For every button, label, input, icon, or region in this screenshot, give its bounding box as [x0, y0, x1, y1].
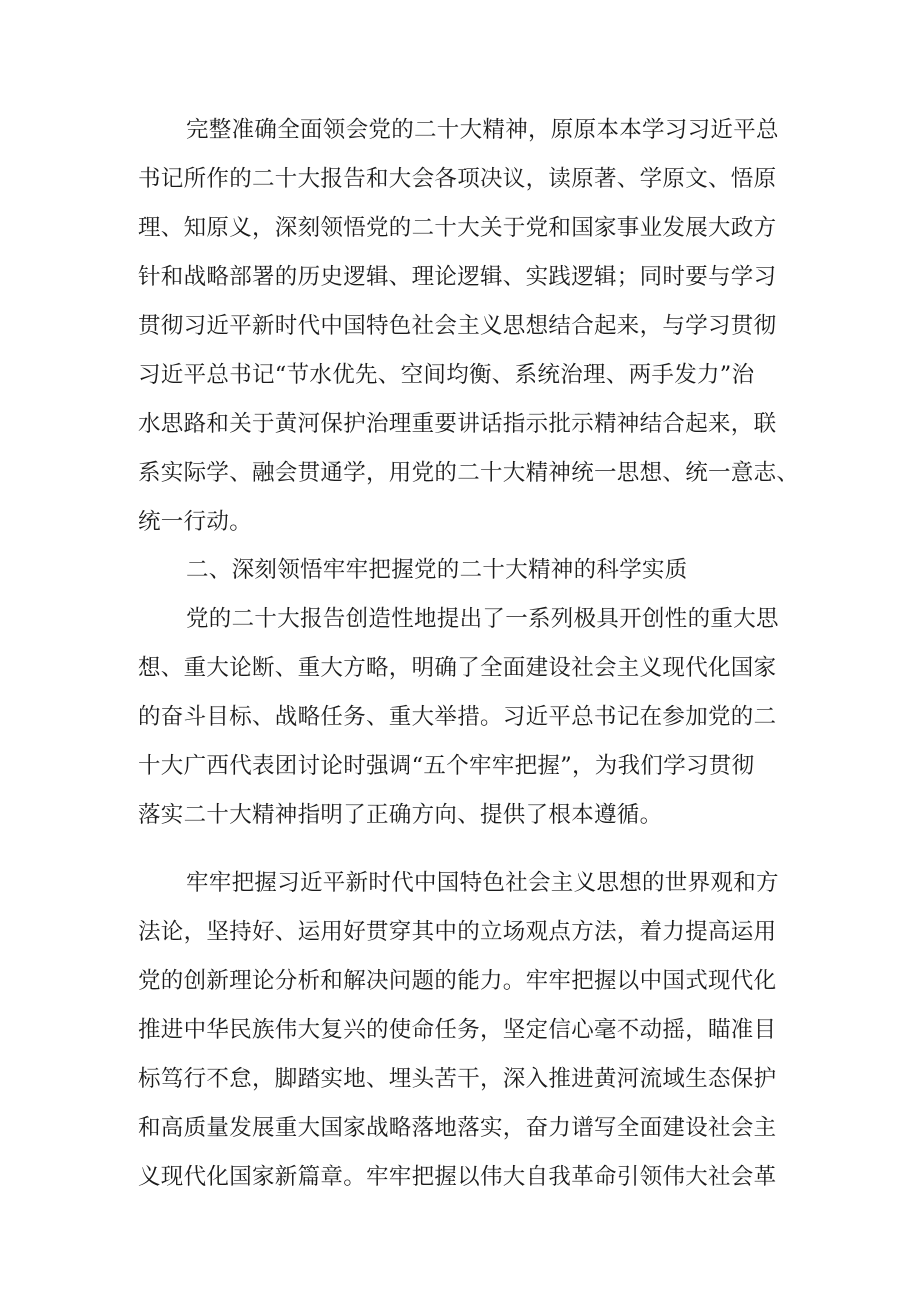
- paragraph-1-line-9: 统一行动。: [138, 509, 253, 535]
- paragraph-1-line-8: 系实际学、融会贯通学，用党的二十大精神统一思想、统一意志、: [138, 460, 800, 486]
- paragraph-2-line-3: 的奋斗目标、战略任务、重大举措。习近平总书记在参加党的二: [138, 704, 777, 730]
- paragraph-2-line-1: 党的二十大报告创造性地提出了一系列极具开创性的重大思: [186, 606, 779, 632]
- paragraph-3-line-1: 牢牢把握习近平新时代中国特色社会主义思想的世界观和方: [186, 870, 779, 896]
- paragraph-3-line-7: 义现代化国家新篇章。牢牢把握以伟大自我革命引领伟大社会革: [138, 1164, 777, 1190]
- paragraph-2-line-4: 十大广西代表团讨论时强调“五个牢牢把握”，为我们学习贯彻: [138, 753, 755, 779]
- paragraph-1-line-4: 针和战略部署的历史逻辑、理论逻辑、实践逻辑；同时要与学习: [138, 264, 777, 290]
- section-heading: 二、深刻领悟牢牢把握党的二十大精神的科学实质: [186, 557, 688, 583]
- paragraph-1-line-5: 贯彻习近平新时代中国特色社会主义思想结合起来，与学习贯彻: [138, 313, 777, 339]
- paragraph-2-line-5: 落实二十大精神指明了正确方向、提供了根本遵循。: [138, 802, 663, 828]
- paragraph-1-line-6: 习近平总书记“节水优先、空间均衡、系统治理、两手发力”治: [138, 362, 755, 388]
- paragraph-1-line-2: 书记所作的二十大报告和大会各项决议，读原著、学原文、悟原: [138, 166, 777, 192]
- paragraph-2-line-2: 想、重大论断、重大方略，明确了全面建设社会主义现代化国家: [138, 655, 777, 681]
- paragraph-3-line-3: 党的创新理论分析和解决问题的能力。牢牢把握以中国式现代化: [138, 968, 777, 994]
- paragraph-1-line-7: 水思路和关于黄河保护治理重要讲话指示批示精神结合起来，联: [138, 411, 777, 437]
- paragraph-1-line-3: 理、知原义，深刻领悟党的二十大关于党和国家事业发展大政方: [138, 215, 777, 241]
- paragraph-3-line-4: 推进中华民族伟大复兴的使命任务，坚定信心毫不动摇，瞄准目: [138, 1017, 777, 1043]
- paragraph-1-line-1: 完整准确全面领会党的二十大精神，原原本本学习习近平总: [186, 117, 779, 143]
- paragraph-3-line-2: 法论，坚持好、运用好贯穿其中的立场观点方法，着力提高运用: [138, 919, 777, 945]
- paragraph-3-line-6: 和高质量发展重大国家战略落地落实，奋力谱写全面建设社会主: [138, 1115, 777, 1141]
- paragraph-3-line-5: 标笃行不怠，脚踏实地、埋头苦干，深入推进黄河流域生态保护: [138, 1066, 777, 1092]
